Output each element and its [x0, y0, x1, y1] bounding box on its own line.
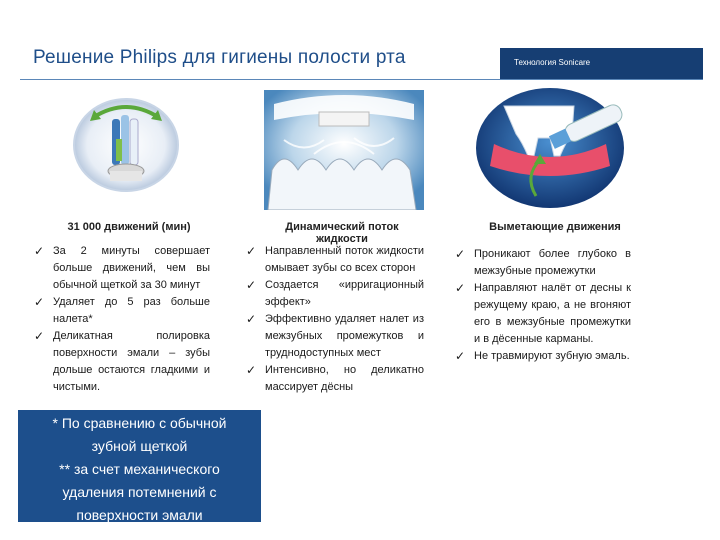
checkmark-icon: ✓ — [34, 329, 45, 343]
checkmark-icon: ✓ — [246, 312, 257, 326]
checkmark-icon: ✓ — [246, 363, 257, 377]
slide-title: Решение Philips для гигиены полости рта — [33, 47, 406, 68]
column-1-heading: 31 000 движений (мин) — [67, 221, 191, 233]
column-3-bullets — [455, 246, 631, 365]
checkmark-icon: ✓ — [455, 247, 466, 261]
footnote-line: удаления потемнений с — [62, 484, 217, 500]
footnote-line: зубной щеткой — [91, 438, 188, 454]
footnote-line: * По сравнению с обычной — [52, 415, 227, 431]
list-item: ✓ Деликатная полировка поверхности эмали – зубы дольше остаются гладкими и чистыми. — [34, 329, 210, 393]
checkmark-icon: ✓ — [455, 349, 466, 363]
toothbrush-head-rotation-icon — [66, 95, 186, 195]
column-2-bullets — [246, 243, 424, 396]
footnote-line: ** за счет механического — [59, 461, 220, 477]
list-item: ✓ Удаляет до 5 раз больше налета* — [34, 295, 210, 325]
footnote-line: поверхности эмали — [76, 507, 203, 523]
column-3-heading: Выметающие движения — [489, 221, 621, 233]
list-item: ✓ Направленный поток жидкости омывает зубы со всех сторон — [246, 244, 424, 274]
footnote-box — [18, 410, 261, 522]
list-item: ✓ За 2 минуты совершает больше движений, чем вы обычной щеткой за 30 минут — [34, 244, 210, 291]
header-tag: Технология Sonicare — [514, 58, 591, 67]
checkmark-icon: ✓ — [246, 278, 257, 292]
list-item: ✓ Не травмируют зубную эмаль. — [455, 349, 630, 363]
list-item: ✓ Проникают более глубоко в межзубные промежутки — [455, 247, 631, 277]
list-item: ✓ Эффективно удаляет налет из межзубных промежутков и труднодоступных мест — [246, 312, 424, 359]
checkmark-icon: ✓ — [455, 281, 466, 295]
checkmark-icon: ✓ — [34, 295, 45, 309]
fluid-flow-teeth-icon — [264, 90, 424, 210]
header-bar — [500, 48, 703, 79]
list-item: ✓ Направляют налёт от десны к режущему краю, а не вгоняют его в межзубные промежутки и в дёсенные карманы. — [455, 281, 631, 345]
checkmark-icon: ✓ — [246, 244, 257, 258]
tooth-brush-sweep-icon — [474, 86, 626, 210]
column-2-heading-line2: жидкости — [316, 233, 368, 245]
list-item: ✓ Интенсивно, но деликатно массирует дёсны — [246, 363, 424, 393]
column-1-bullets — [34, 243, 210, 396]
column-2-heading-line1: Динамический поток — [285, 221, 399, 233]
title-divider — [20, 79, 703, 80]
list-item: ✓ Создается «ирригационный эффект» — [246, 278, 424, 308]
column-2-heading — [252, 221, 432, 245]
checkmark-icon: ✓ — [34, 244, 45, 258]
